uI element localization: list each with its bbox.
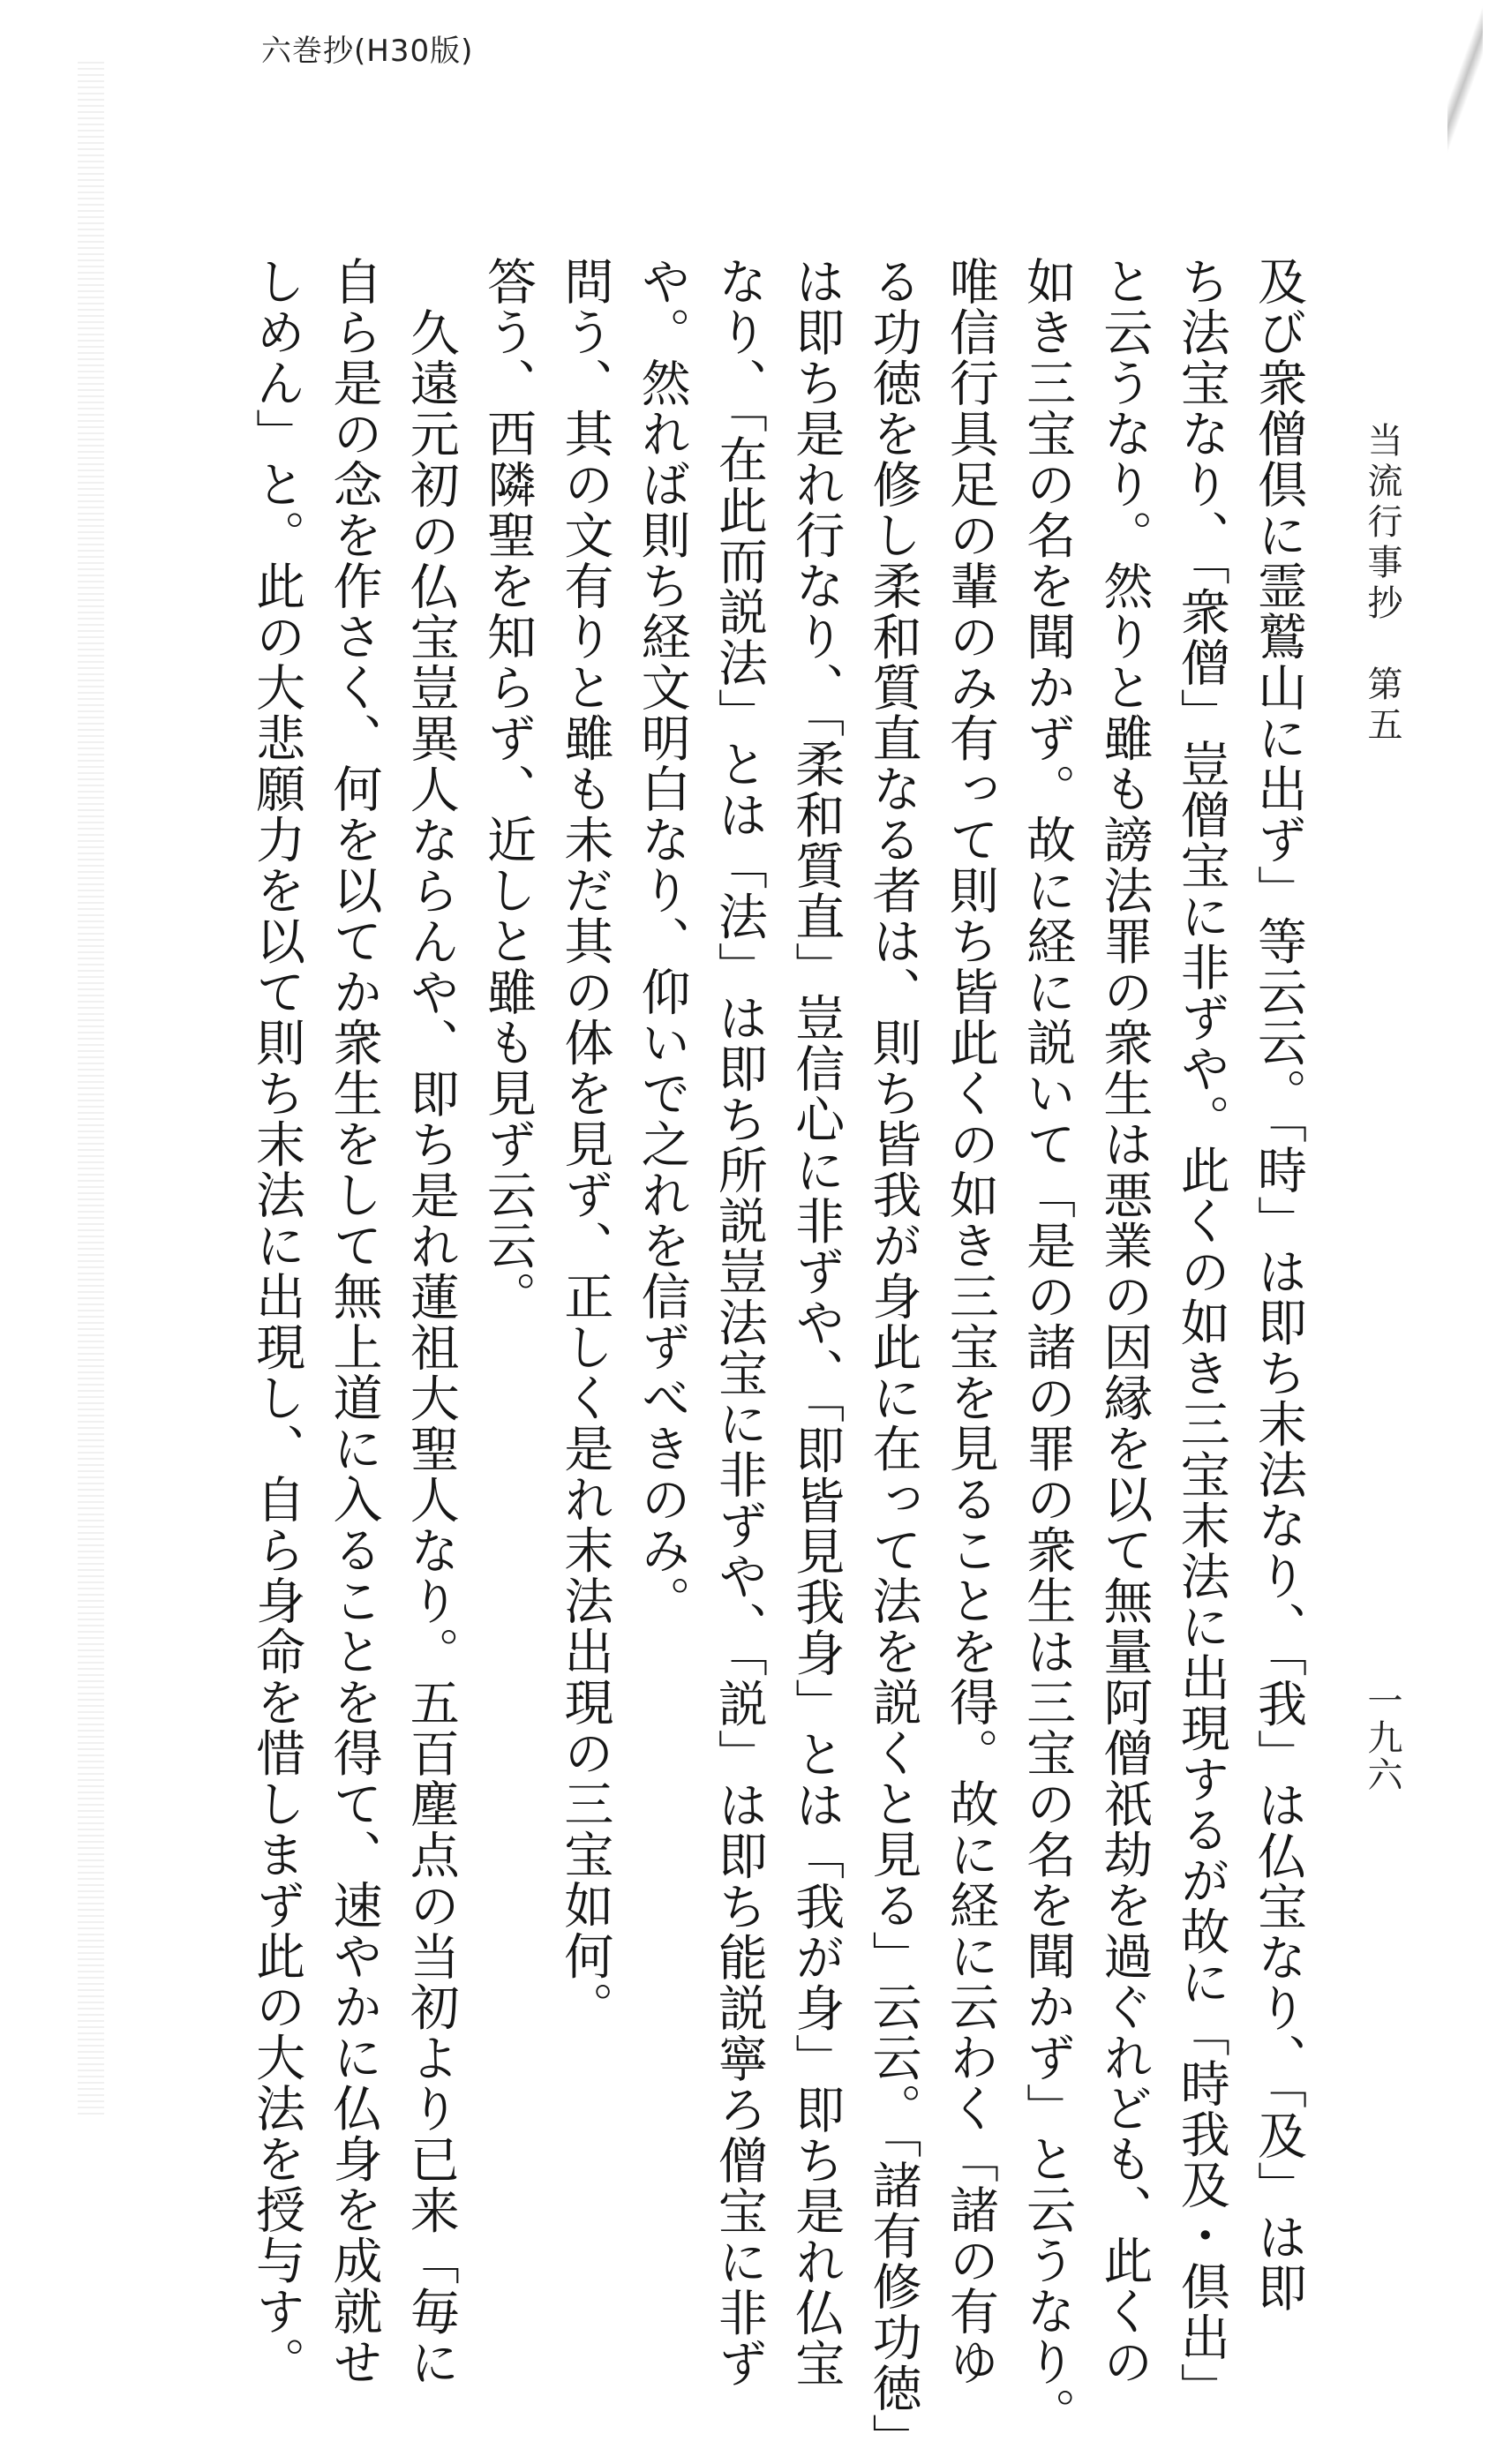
scan-edge-noise: [78, 62, 104, 2118]
text-column: 久遠元初の仏宝豈異人ならんや、即ち是れ蓮祖大聖人なり。五百塵点の当初より已来「毎に: [402, 307, 460, 2388]
text-column: なり、「在此而説法」とは「法」は即ち所説豈法宝に非ずや、「説」は即ち能説寧ろ僧宝に非ず: [710, 256, 768, 2389]
text-column: 問う、其の文有りと雖も未だ其の体を見ず、正しく是れ末法出現の三宝如何。: [556, 256, 614, 2032]
book-title-header: 六巻抄(H30版): [261, 34, 474, 69]
text-column: 自ら是の念を作さく、何を以てか衆生をして無上道に入ることを得て、速やかに仏身を成就せ: [325, 256, 383, 2387]
page-number: 一九六: [1362, 1682, 1402, 1793]
running-head: 当流行事抄 第五: [1362, 422, 1402, 747]
scan-corner-mark: [1447, 0, 1483, 159]
text-column: 唯信行具足の輩のみ有って則ち皆此くの如き三宝を見ることを得。故に経に云わく「諸の有ゆ: [941, 256, 999, 2387]
text-column: る功徳を修し柔和質直なる者は、則ち皆我が身此に在って法を説くと見る」云云。「諸有修功徳」: [864, 256, 922, 2464]
text-column: や。然れば則ち経文明白なり、仰いで之れを信ずべきのみ。: [633, 256, 691, 1626]
text-column: しめん」と。此の大悲願力を以て則ち末法に出現し、自ら身命を惜しまず此の大法を授与す。: [248, 256, 306, 2387]
text-column: 答う、西隣聖を知らず、近しと雖も見ず云云。: [479, 256, 537, 1322]
text-column: は即ち是れ行なり、「柔和質直」豈信心に非ずや、「即皆見我身」とは「我が身」即ち是れ仏宝: [787, 256, 846, 2389]
text-column: 如き三宝の名を聞かず。故に経に説いて「是の諸の罪の衆生は三宝の名を聞かず」と云うなり。: [1019, 256, 1077, 2438]
body-text: [210, 256, 1317, 2464]
text-column: ち法宝なり、「衆僧」豈僧宝に非ずや。此くの如き三宝末法に出現するが故に「時我及・倶出」: [1172, 256, 1230, 2414]
text-column: 及び衆僧倶に霊鷲山に出ず」等云云。「時」は即ち末法なり、「我」は仏宝なり、「及」は即: [1250, 256, 1307, 2313]
text-column: と云うなり。然りと雖も謗法罪の衆生は悪業の因縁を以て無量阿僧祇劫を過ぐれども、此くの: [1095, 256, 1154, 2387]
